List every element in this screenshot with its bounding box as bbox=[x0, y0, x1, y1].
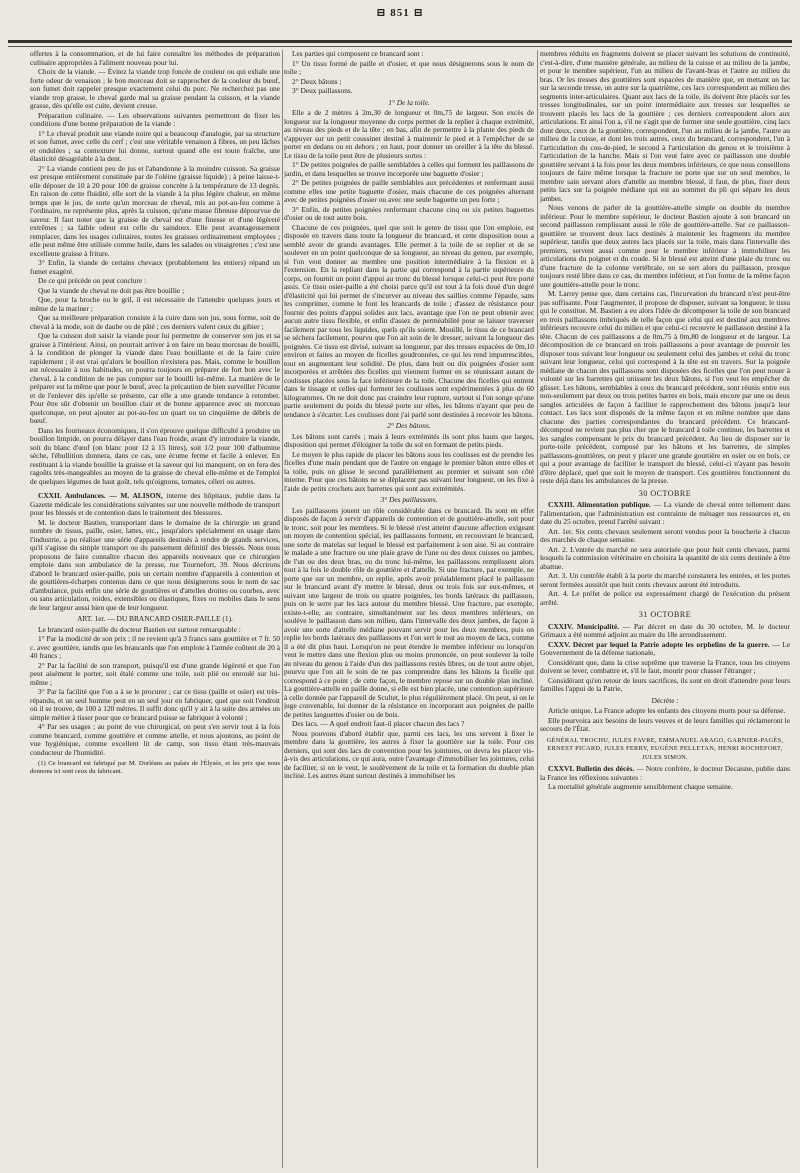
paragraph-text: Les paillassons jouent un rôle considérable dans ce brancard. Ils sont en effet disposés de façon à servir d'appareils de contention et de gouttière-attelle, soit pour le tronc, soit pour les membres. Si le blessé n'est atteint d'aucune affection exigeant un moyen de contention spécial, les paillassons forment, en recouvrant le brancard, une sorte de matelas sur lequel le blessé est parfaitement à son aise. Si au contraire le malade a une fracture ou une plaie grave de l'une ou des deux cuisses ou jambes, de l'un ou des deux bras, ou du tronc lui-même, les paillassons remplissent alors tout à la fois le double rôle de gouttière et d'attelle. Si une fracture, par exemple, ne porte que sur un membre, on replie, après avoir préalablement placé le paillasson sur le brancard avant d'y mettre le blessé, deux ou trois fois sur eux-mêmes, et suivant une largeur de trois ou quatre poignées, les bords latéraux du paillasson, puis on le serre par les lacs autour du membre blessé. Une fracture, par exemple, existe-t-elle, au contraire, simultanément sur les deux membres inférieurs, on soulève le paillasson dans son milieu, dans l'intervalle des deux jambes, de façon à avoir une sorte d'attelle médiane pouvant servir pour les deux membres, puis on replie les bords latéraux des paillassons et l'on sert le tout au moyen de lacs, comme il a été dit plus haut. Lorsqu'on ne peut étendre le membre inférieur ou lorsqu'on veut le mettre dans une flexion plus ou moins prononcée, on peut soulever la toile au niveau du genou à l'aide d'un des paillassons restés libres, ou de tout autre objet, pourvu que l'on ait le soin de ne pas comprendre dans les bâtons la ficelle qui correspond à ce point ; de cette façon, le membre repose sur un double plan incliné. La gouttière-attelle en paille donne, si elle est bien placée, une contention supérieure à celle donnée par l'appareil de Scultet, le plus régulièrement placé. On peut, si on le juge convenable, lui donner de la résistance en incorporant aux poignées de paille de petites languettes d'osier ou de bois. bbox=[284, 505, 534, 719]
section-heading: CXXIV. Municipalité. bbox=[548, 621, 619, 631]
paragraph bbox=[284, 224, 534, 420]
paragraph-text: Que, pour la broche ou le gril, il est nécessaire de l'attendre quelques jours et même de la mariner ; bbox=[30, 295, 280, 313]
paragraph bbox=[30, 296, 280, 313]
paragraph-text: Art. 2. L'entrée du marché ne sera autorisée que pour huit cents chevaux, parmi lesquels la commission vétérinaire en choisira la quantité de six cents destinée à être abattue. bbox=[540, 544, 790, 571]
header-rule-thick bbox=[8, 40, 792, 43]
paragraph bbox=[540, 528, 790, 545]
paragraph-text: 3° Deux paillassons. bbox=[292, 86, 353, 95]
paragraph-text: Que la viande de cheval ne doit pas être bouillie ; bbox=[38, 285, 185, 295]
paragraph-text: 1° Le cheval produit une viande noire qui a beaucoup d'analogie, par sa structure et son fumet, avec celle du cerf ; c'est une véritable venaison à fibres, un peu lâches et ondulées ; sa contexture lui donne, surtout quand elle est toute fraîche, une élasticité désagréable à la dent. bbox=[30, 128, 280, 163]
paragraph-text: Considérant qu'en retour de leurs sacrifices, ils sont en droit d'attendre pour leurs familles l'appui de la Patrie, bbox=[540, 675, 790, 693]
paragraph-text: Chacune de ces poignées, quel que soit le genre de tissu que l'on emploie, est disposée en travers dans toute la longueur du brancard, et cette disposition nous a semblé avoir de grands avantages. Elle permet à la toile de se replier et de se soulever en un point quelconque de sa longueur, au niveau du genou, par exemple, si l'on veut donner au membre une position intermédiaire à la flexion et à l'extension. En la repliant dans la partie qui correspond à la partie supérieure du corps, on fournit un point d'appui au tronc du blessé lorsque celui-ci peut être porté assis. Ce tissu osier-paille a été choisi parce qu'il est tout à la fois doué d'un degré d'élasticité qui lui permet de s'incurver au niveau des saillies comme l'épaule, sans les comprimer, comme le font les brancards de toile ; d'assez de résistance pour fournir des points d'appui solides aux lacs, avantage que l'on ne peut obtenir avec aucun autre tissu flexible, et enfin d'assez de perméabilité pour se laisser traverser facilement par tous les liquides, quels qu'ils soient. Mouillé, le tissu de ce brancard se séchera facilement, pourvu que l'on ait soin de le dresser, suivant la longueur des poignées. Ce tissu est divisé, suivant sa longueur, par des tresses espacées de 0m,10 environ et faites au moyen de ficelles goudronnées, ce qui les rend imputrescibles, tout en augmentant leur solidité. De plus, dans huit ou dix poignées d'osier sont incorporées et arrêtées des ficelles qui viennent former en se réunissant autant de coulisses placées sous la face inférieure de la toile. Chacune des ficelles qui entrent dans le tissage et celles qui forment les coulisses sont expérimentées à plus de 60 kilogrammes. On ne doit donc pas craindre leur rupture, surtout si l'on songe qu'une partie seulement du poids du blessé porte sur elles, les bâtons n'ayant que peu de tendance à s'écarter. Les coulisses dont j'ai parlé sont destinées à recevoir les bâtons. bbox=[284, 222, 534, 419]
paragraph-text: 3° Par la facilité que l'on a à se le procurer ; car ce tissu (paille et osier) est très-répandu, et un seul homme peut en un seul jour en fabriquer, quel que soit l'endroit où il se trouve, de 100 à 120 mètres. Il suffit donc qu'il y ait à la suite des armées un simple métier à tisser pour que ce brancard puisse se fabriquer à volonté ; bbox=[30, 687, 280, 722]
paragraph-text: 3° Enfin, la viande de certains chevaux (probablement les entiers) répand un fumet exagéré. bbox=[30, 258, 280, 276]
paragraph bbox=[30, 259, 280, 276]
paragraph bbox=[30, 165, 280, 259]
paragraph-text: 2° Par la facilité de son transport, puisqu'il est d'une grande légèreté et que l'on peut aisément le porter, soit étalé comme une toile, soit plié ou enroulé sur lui-même ; bbox=[30, 660, 280, 687]
paragraph bbox=[540, 717, 790, 734]
paragraph-text: 2° La viande contient peu de jus et l'abandonne à la moindre cuisson. Sa graisse est presque entièrement constituée par de l'oléine (graisse liquide) ; à peine laisse-t-elle déposer de 10 à 20 pour 100 de graisse concrète à la température de 13 degrés. En raison de cette fluidité, elle sort de la viande à la plus légère chaleur, en même temps que le jus, de sorte qu'un morceau de cheval, mis au pot-au-feu comme à l'ordinaire, ne représente plus, après la cuisson, qu'une masse fibreuse dépourvue de saveur. Il faut noter que la graisse de cheval est d'une finesse et d'une légèreté extrêmes ; sa faible odeur est celle du saindoux. Elle peut avantageusement remplacer, dans les usages culinaires, toutes les graisses ordinairement employées ; elle peut même être utilisée comme huile, dans les salades ou vinaigrettes ; c'est une excellente graisse à friture. bbox=[30, 163, 280, 258]
paragraph-text: Choix de la viande. — Évitez la viande trop foncée de couleur ou qui exhale une forte odeur de venaison ; le bon morceau doit se rapprocher de la couleur du bœuf, son fumet doit rappeler presque exactement celui du porc. Ne recherchez pas une viande trop grasse, le cheval garde mal sa graisse pendant la cuisson, et la viande grasse, dès qu'elle est cuite, devient creuse. bbox=[30, 67, 280, 110]
paragraph-text: Art. 4. Le préfet de police est expressément chargé de l'exécution du présent arrêté. bbox=[540, 589, 790, 607]
paragraph-text: Considérant que, dans la crise suprême que traverse la France, tous les citoyens doivent se lever, combattre et, s'il le faut, mourir pour chasser l'étranger ; bbox=[540, 657, 790, 675]
paragraph bbox=[30, 662, 280, 688]
paragraph bbox=[284, 87, 534, 96]
paragraph-text: Elle a de 2 mètres à 2m,30 de longueur et 0m,75 de largeur. Son excès de longueur sur la longueur moyenne du corps permet de la replier à chaque extrémité, au niveau des pieds et de la tête ; en bas, afin de permettre à la plante des pieds de s'appuyer sur un petit coussinet destiné à maintenir le pied et à l'empêcher de se porter en dedans ou en dehors ; en haut, pour donner un oreiller à la tête du blessé. Le tissu de la toile peut être de plusieurs sortes : bbox=[284, 108, 534, 160]
paragraph bbox=[540, 611, 790, 620]
paragraph-text: Les parties qui composent ce brancard sont : bbox=[292, 50, 424, 58]
paragraph-text: Art. 3. Un contrôle établi à la porte du marché constatera les entrées, et les portes seront fermées aussitôt que huit cents chevaux auront été introduits. bbox=[540, 571, 790, 589]
paragraph bbox=[284, 496, 534, 505]
paragraph bbox=[284, 433, 534, 450]
paragraph bbox=[540, 783, 790, 792]
paragraph-text: Que la cuisson doit saisir la viande pour lui permettre de conserver son jus et sa graisse à l'intérieur. Ainsi, on pourrait arriver à en faire un beau morceau de bouilli, à la condition de plonger la viande dans l'eau bouillante et de la faire cuire rapidement ; il est vrai qu'alors le bouillon n'existera pas. Mais, comme le bouillon est nécessaire à nos habitudes, on pourra toujours en préparer de fort bon avec le cheval, à la condition de ne pas compter sur le bouilli lui-même. La manière de le préparer est la même que pour le bœuf, avec la précaution de bien surveiller l'écume et de l'enlever dès qu'elle se présente, car elle a une grande tendance à retomber. Pour être sûr d'obtenir un bouillon clair et de bonne apparence avec un morceau quelconque, on peut ajouter au pot-au-feu un quart ou un cinquième de débris de bœuf. bbox=[30, 331, 280, 425]
paragraph-text: Le moyen le plus rapide de placer les bâtons sous les coulisses est de prendre les ficelles d'une main pendant que de l'autre on engage le premier bâton entre elles et la toile, puis on glisse le second parallèlement au premier et suivant son côté interne. Pour que ces bâtons ne se déplacent pas suivant leur longueur, on les fixe à l'aide de petits crochets aux barrettes qui sont aux extrémités. bbox=[284, 449, 534, 493]
paragraph-text: — La viande de cheval entre tellement dans l'alimentation, que l'administration est contrainte de ménager nos ressources et, en date du 25 octobre, prend l'arrêté suivant : bbox=[540, 500, 790, 526]
section-heading: CXXII. Ambulances. — M. ALISON, bbox=[38, 491, 163, 500]
paragraph bbox=[284, 451, 534, 494]
paragraph bbox=[540, 572, 790, 589]
paragraph bbox=[284, 99, 534, 108]
paragraph-text: 1° Un tissu formé de paille et d'osier, et que nous désignerons sous le nom de toile ; bbox=[284, 58, 534, 76]
paragraph bbox=[284, 78, 534, 87]
paragraph bbox=[30, 626, 280, 635]
paragraph bbox=[540, 546, 790, 572]
section-heading: CXXVI. Bulletin des décès. bbox=[548, 764, 635, 773]
paragraph bbox=[540, 707, 790, 716]
paragraph-text: Que sa meilleure préparation consiste à la cuire dans son jus, sous forme, soit de cheval à la mode, soit de daube ou de pâté ; ces derniers valent ceux du gibier ; bbox=[30, 313, 280, 331]
section-paragraph bbox=[540, 641, 790, 658]
paragraph bbox=[284, 109, 534, 160]
paragraph bbox=[284, 507, 534, 720]
page-header bbox=[0, 0, 800, 48]
paragraph bbox=[284, 206, 534, 223]
paragraph-text: 2° Deux bâtons ; bbox=[292, 76, 342, 86]
paragraph-text: Dans les fourneaux économiques, il s'on éprouve quelque difficulté à produire un bouillon limpide, on pourra délayer dans l'eau froide, avant d'y introduire la viande, soit du blanc d'œuf (on blanc pour 12 à 15 litres), soit 1/2 pour 100 d'albumine sèche, l'ébullition donnera, dans ce cas, une écume ferme et facile à enlever. En restituant à la viande bouillie la graisse et la saveur qui lui manquent, on en fera des ragoûts très-mangeables au moyen de la graisse de cheval elle-même et de l'emploi de quelques légumes de haut goût, tels qu'oignons, tomates, céleri ou autres. bbox=[30, 425, 280, 486]
paragraph-text: Elle pourvoira aux besoins de leurs veuves et de leurs familles qui réclameront le secours de l'État. bbox=[540, 715, 790, 733]
paragraph-text: 31 OCTOBRE bbox=[638, 610, 692, 619]
section-paragraph bbox=[30, 492, 280, 518]
paragraph bbox=[540, 290, 790, 486]
text-column-left bbox=[30, 50, 280, 1168]
section-paragraph bbox=[540, 623, 790, 640]
paragraph-text: 2° Des bâtons. bbox=[387, 421, 431, 430]
paragraph-text: Décrète : bbox=[651, 695, 679, 705]
paragraph bbox=[30, 332, 280, 426]
section-paragraph bbox=[540, 501, 790, 527]
paragraph bbox=[540, 737, 790, 763]
paragraph bbox=[284, 60, 534, 77]
paragraph bbox=[30, 519, 280, 613]
section-paragraph bbox=[540, 765, 790, 782]
paragraph-text: Préparation culinaire. — Les observations suivantes permettront de fixer les conditions d'une bonne préparation de la viande : bbox=[30, 110, 280, 128]
paragraph bbox=[30, 277, 280, 286]
paragraph-text: 4° Par ses usages ; au point de vue chirurgical, on peut s'en servir tout à la fois comme brancard, comme gouttière et comme attelle, et nous ajoutons, au point de vue hygiénique, comme excellent lit de camp, son tissu étant très-mauvais conducteur de l'humidité. bbox=[30, 722, 280, 757]
paragraph-text: Nous venons de parler de la gouttière-attelle simple ou double du membre inférieur. Pour le membre supérieur, le docteur Bastien ajoute à son brancard un second paillasson remplissant aussi le rôle de gouttière-attelle. Sur ce paillasson-gouttière se trouvent deux lacs destinés à maintenir les fragments du membre supérieur, tandis que deux autres lacs placés sur la toile, mais dans l'intervalle des premiers, servent aussi comme pour le membre inférieur à immobiliser les articulations du poignet et du coude. Si le blessé est atteint d'une plaie du tronc ou d'une fracture de la colonne vertébrale, on se sert alors du paillasson, presque toujours resté libre dans ce cas, du membre inférieur, et l'on forme de la même façon une gouttière-attelle pour le tronc. bbox=[540, 203, 790, 289]
text-column-right bbox=[540, 50, 790, 1168]
paragraph bbox=[540, 204, 790, 289]
paragraph-text: 30 OCTOBRE bbox=[638, 488, 692, 498]
paragraph bbox=[30, 50, 280, 67]
paragraph-text: 1° Par la modicité de son prix ; il ne revient qu'à 3 francs sans gouttière et 7 fr. 50 c. avec gouttière, tandis que les brancards que l'on emploie à l'armée coûtent de 20 à 40 francs ; bbox=[30, 634, 280, 660]
paragraph-text: — Par décret en date du 30 octobre, M. le docteur Grimaux a été nommé adjoint au maire du 18e arrondissement. bbox=[540, 621, 790, 639]
paragraph bbox=[30, 68, 280, 111]
paragraph-text: membres réduits en fragments doivent se placer suivant les solutions de continuité, c'est-à-dire, d'une manière générale, au milieu de la cuisse et au milieu de la jambe, et pour le membre supérieur, l'un au milieu de l'avant-bras et l'autre au milieu du bras. Or les tresses des gouttières sont espacées de manière que, en mettant un lac sur la seconde tresse, un autre sur la quatrième, ces lacs correspondent au milieu des segments inter-articulaires. Quant aux lacs de la toile, ils doivent être placés sur les tresses longitudinales, sur un point intermédiaire aux tresses sur lesquelles se trouvent placés les lacs de la gouttière ; ces derniers correspondent alors aux articulations. Et ainsi l'on a, s'il ne s'agit que de former une seule gouttière, cinq lacs dont deux, ceux de la gouttière, correspondent, l'un au milieu de la jambe, l'autre au milieu de la cuisse, et dont les trois autres, ceux du brancard, correspondent, l'un à l'articulation du cou-de-pied, le second à l'articulation du genou et le troisième à l'articulation de la hanche. Mais si l'on veut faire avec ce paillasson une double gouttière servant à la fois pour les deux membres inférieurs, ce que nous conseillons toujours de faire même lorsque la fracture ne porte que sur un seul membre, le membre sain servant alors d'attelle au membre blessé, il faut, de plus, fixer deux petits lacs sur la poignée médiane qui est au sommet du pli qui sépare les deux jambes. bbox=[540, 50, 790, 203]
paragraph bbox=[540, 677, 790, 694]
section-heading: CXXV. Décret par lequel la Patrie adopte les orphelins de la guerre. bbox=[548, 639, 770, 649]
paragraph-text: Art. 1er. Six cents chevaux seulement seront vendus pour la boucherie à chacun des marchés de chaque semaine. bbox=[540, 526, 790, 544]
paragraph-text: — Notre confrère, le docteur Decaisne, publie dans la France les réflexions suivantes : bbox=[540, 764, 790, 782]
paragraph-text: Nous pouvons d'abord établir que, parmi ces lacs, les uns servent à fixer le membre dans la gouttière, les autres à fixer la gouttière sur la toile. Pour ces derniers, qui sont des lacs de convention pour les jointures, on devra les placer vis-à-vis des articulations, ce qui aura, outre l'avantage d'immobiliser les jointures, celui de faciliter, si on le veut, le soulèvement de la toile et la formation du double plan incliné. Les autres étant surtout destinés à immobiliser les bbox=[284, 728, 534, 780]
paragraph-text: De ce qui précède on peut conclure : bbox=[38, 276, 147, 285]
paragraph bbox=[540, 590, 790, 607]
paragraph-text: — Le Gouvernement de la défense nationale, bbox=[540, 639, 790, 657]
paragraph-text: Les bâtons sont carrés ; mais à leurs extrémités ils sont plus hauts que larges, disposition qui permet d'éloigner la toile du sol en formant de petits pieds. bbox=[284, 431, 534, 449]
paragraph-text: GÉNÉRAL TROCHU, JULES FAVRE, EMMANUEL ARAGO, GARNIER-PAGÈS, ERNEST PICARD, JULES FERRY, EUGÈNE PELLETAN, HENRI ROCHEFORT, JULES SIMON. bbox=[546, 736, 784, 761]
paragraph bbox=[30, 287, 280, 296]
column-divider bbox=[282, 50, 283, 1168]
paragraph-text: 2° De petites poignées de paille semblables aux précédentes et renfermant aussi comme elles une petite baguette d'osier, mais chacune de ces poignées alternant avec de petites poignées d'osier ou avec une seule baguette un peu forte ; bbox=[284, 178, 534, 204]
page-number: ⊟ 851 ⊟ bbox=[376, 7, 424, 19]
paragraph bbox=[30, 635, 280, 661]
paragraph-text: offertes à la consommation, et de lui faire connaître les méthodes de préparation culinaire appropriées à l'aliment nouveau pour lui. bbox=[30, 50, 280, 67]
paragraph-text: M. Larrey pense que, dans certains cas, l'incurvation du brancard n'est peut-être pas suffisante. Pour l'augmenter, il propose de disposer, suivant sa longueur, le tissu qui le constitue. M. Bastien a eu alors l'idée de décomposer la toile de son brancard en trois paillassons imbriqués de telle façon que celui qui est destiné aux membres inférieurs recouvre celui du milieu et que celui-ci recouvre le paillasson destiné à la tête. Chacun de ces paillassons a de 0m,75 à 0m,80 de longueur et de largeur. La décomposition de ce brancard en trois paillassons a pour avantage de pouvoir les disposer tous suivant leur longueur ou seulement celui des jambes et celui du tronc suivant leur longueur, celui qui correspond à la tête est en travers. Sur la poignée médiane de chacun des paillassons sont disposées des ficelles que l'on peut nouer à volonté sur les barrettes qui unissent les deux bâtons, si l'on veut les empêcher de glisser. Les bâtons, semblables à ceux du brancard précédent, sont réunis entre eux non-seulement par deux ou trois petites barres en bois, mais encore par une ou deux sangles articulées de façon à faciliter le rapprochement des bâtons jusqu'à leur contact. Les lacs sont disposés de la même façon et en même nombre que dans chacune des parties correspondantes du brancard précédent. Ce brancard-décomposé ne revient pas plus cher que le brancard à toile continue, les barrettes et les sangles compensant le prix du brancard précédent. Au lieu de disposer sur le porte-toile précédent, composé par les bâtons et les barrettes, de simples paillassons-gouttières, on peut y placer une grande gouttière en osier ou en bois, ce qui a pour avantage de faciliter le transport du blessé, celui-ci n'ayant pas besoin d'être déplacé, quel que soit le moyen de transport. Ces gouttières fonctionnent du reste déjà dans les ambulances de la presse. bbox=[540, 289, 790, 485]
header-rule-thin bbox=[8, 46, 792, 47]
paragraph bbox=[540, 697, 790, 706]
paragraph-text: (1) Ce brancard est fabriqué par M. Dorléans au palais de l'Élysée, et les prix que nous donnons ici sont ceux du fabricant. bbox=[30, 760, 280, 775]
paragraph bbox=[30, 130, 280, 164]
paragraph bbox=[30, 112, 280, 129]
paragraph bbox=[284, 422, 534, 431]
paragraph-text: Des lacs. — A quel endroit faut-il placer chacun des lacs ? bbox=[292, 719, 465, 728]
paragraph-text: 1° De la toile. bbox=[388, 97, 430, 107]
paragraph bbox=[30, 723, 280, 757]
paragraph bbox=[284, 50, 534, 59]
section-heading: CXXIII. Alimentation publique. bbox=[548, 500, 651, 509]
text-column-middle bbox=[284, 50, 534, 1168]
paragraph-text: ART. 1er. — DU BRANCARD OSIER-PAILLE (1). bbox=[77, 614, 233, 623]
paragraph bbox=[284, 730, 534, 781]
paragraph-text: Le brancard osier-paille du docteur Bastien est surtout remarquable : bbox=[38, 624, 241, 634]
paragraph bbox=[30, 760, 280, 775]
paragraph-text: M. le docteur Bastien, transportant dans le domaine de la chirurgie un grand nombre de tissus, paille, osier, lattes, etc., jusqu'alors spécialement en usage dans l'industrie, a pu réaliser une série d'appareils destinés à rendre de grands services, qu'il s'agisse du simple transport ou du pansement définitif des blessés. Nous nous proposons de faire connaître chacun des appareils nouveaux que ce chirurgien emploie dans son ambulance de la presse, rue Tournefort, 39. Nous décrirons d'abord le brancard osier-paille, puis un certain nombre d'appareils à contention et de gouttières-écharpes contenus dans ce que nous désignerons sous le nom de sac d'ambulance, puis enfin une série de gouttières et d'attelles droites ou courbes, avec ou sans articulation, roides, extensibles ou élastiques, fixes ou mobiles dans le sens de leur largeur aussi bien que de leur longueur. bbox=[30, 517, 280, 612]
paragraph bbox=[284, 161, 534, 178]
paragraph bbox=[30, 314, 280, 331]
paragraph-text: interne des hôpitaux, publie dans la Gazette médicale les considérations suivantes sur une nouvelle méthode de transport pour les blessés et de contention dans le traitement des blessures. bbox=[30, 491, 280, 517]
paragraph bbox=[540, 490, 790, 499]
paragraph-text: 3° Des paillassons. bbox=[380, 495, 438, 504]
paragraph bbox=[540, 659, 790, 676]
paragraph-text: La mortalité générale augmente sensiblement chaque semaine. bbox=[548, 782, 733, 791]
paragraph-text: 3° Enfin, de petites poignées renfermant chacune cinq ou six petites baguettes d'osier ou de tout autre bois. bbox=[284, 204, 534, 222]
paragraph bbox=[284, 179, 534, 205]
paragraph bbox=[30, 615, 280, 624]
paragraph bbox=[30, 427, 280, 487]
paragraph bbox=[540, 50, 790, 203]
paragraph bbox=[30, 688, 280, 722]
column-divider bbox=[537, 50, 538, 1168]
paragraph-text: 1° De petites poignées de paille semblables à celles qui forment les paillassons de jardin, et dans lesquelles se trouve incorporée une baguette d'osier ; bbox=[284, 160, 534, 178]
paragraph-text: Article unique. La France adopte les enfants des citoyens morts pour sa défense. bbox=[548, 706, 786, 715]
paragraph bbox=[284, 720, 534, 729]
